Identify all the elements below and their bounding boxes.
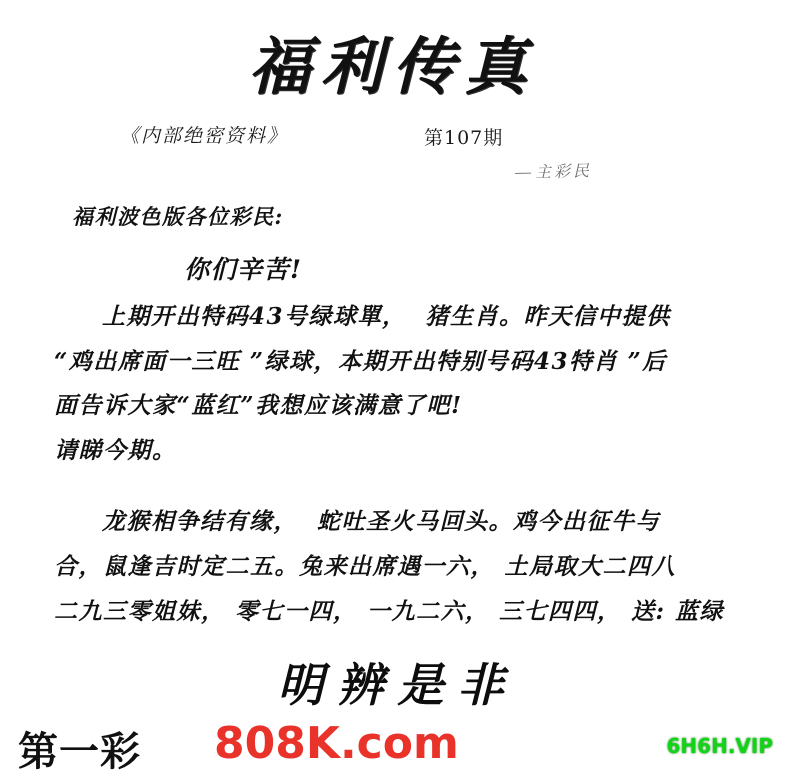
paragraph1-line-4: 请睇今期。	[54, 437, 177, 465]
document-title: 福利传真	[248, 30, 537, 103]
exclamation-line: 你们辛苦!	[184, 255, 303, 285]
signature	[515, 158, 593, 183]
footer-url[interactable]: 808K.com	[214, 718, 459, 769]
bottom-calligraphy-phrase: 明辨是非	[277, 657, 518, 712]
greeting-line: 福利波色版各位彩民:	[72, 204, 284, 230]
footer-badge[interactable]: 6H6H.VIP	[666, 734, 773, 758]
paragraph1-line-3: 面告诉大家“蓝红”我想应该满意了吧!	[54, 392, 463, 420]
document-subheader	[0, 121, 785, 182]
footer-watermark-bar	[0, 714, 785, 775]
paragraph1-line-1: 上期开出特码43号绿球單， 猪生肖。昨天信中提供	[102, 302, 671, 330]
paragraph2-line-1: 龙猴相争结有缘， 蛇吐圣火马回头。鸡今出征牛与	[102, 508, 661, 536]
signature-text: 主彩民	[534, 161, 593, 182]
issue-number: 第107期	[424, 127, 504, 150]
paragraph1-line-2: “鸡出席面一三旺 ”绿球，本期开出特别号码43特肖 ”后	[54, 347, 667, 375]
paragraph2-line-2: 合，鼠逢吉时定二五。兔来出席遇一六， 土局取大二四八	[54, 553, 677, 580]
signature-dash-icon	[515, 173, 531, 174]
document-subtitle: 《内部绝密资料》	[120, 125, 289, 148]
paragraph2-line-3: 二九三零姐妹， 零七一四， 一九二六， 三七四四， 送: 蓝绿	[54, 597, 725, 625]
footer-brand: 第一彩	[18, 729, 141, 775]
document-body	[0, 197, 785, 635]
